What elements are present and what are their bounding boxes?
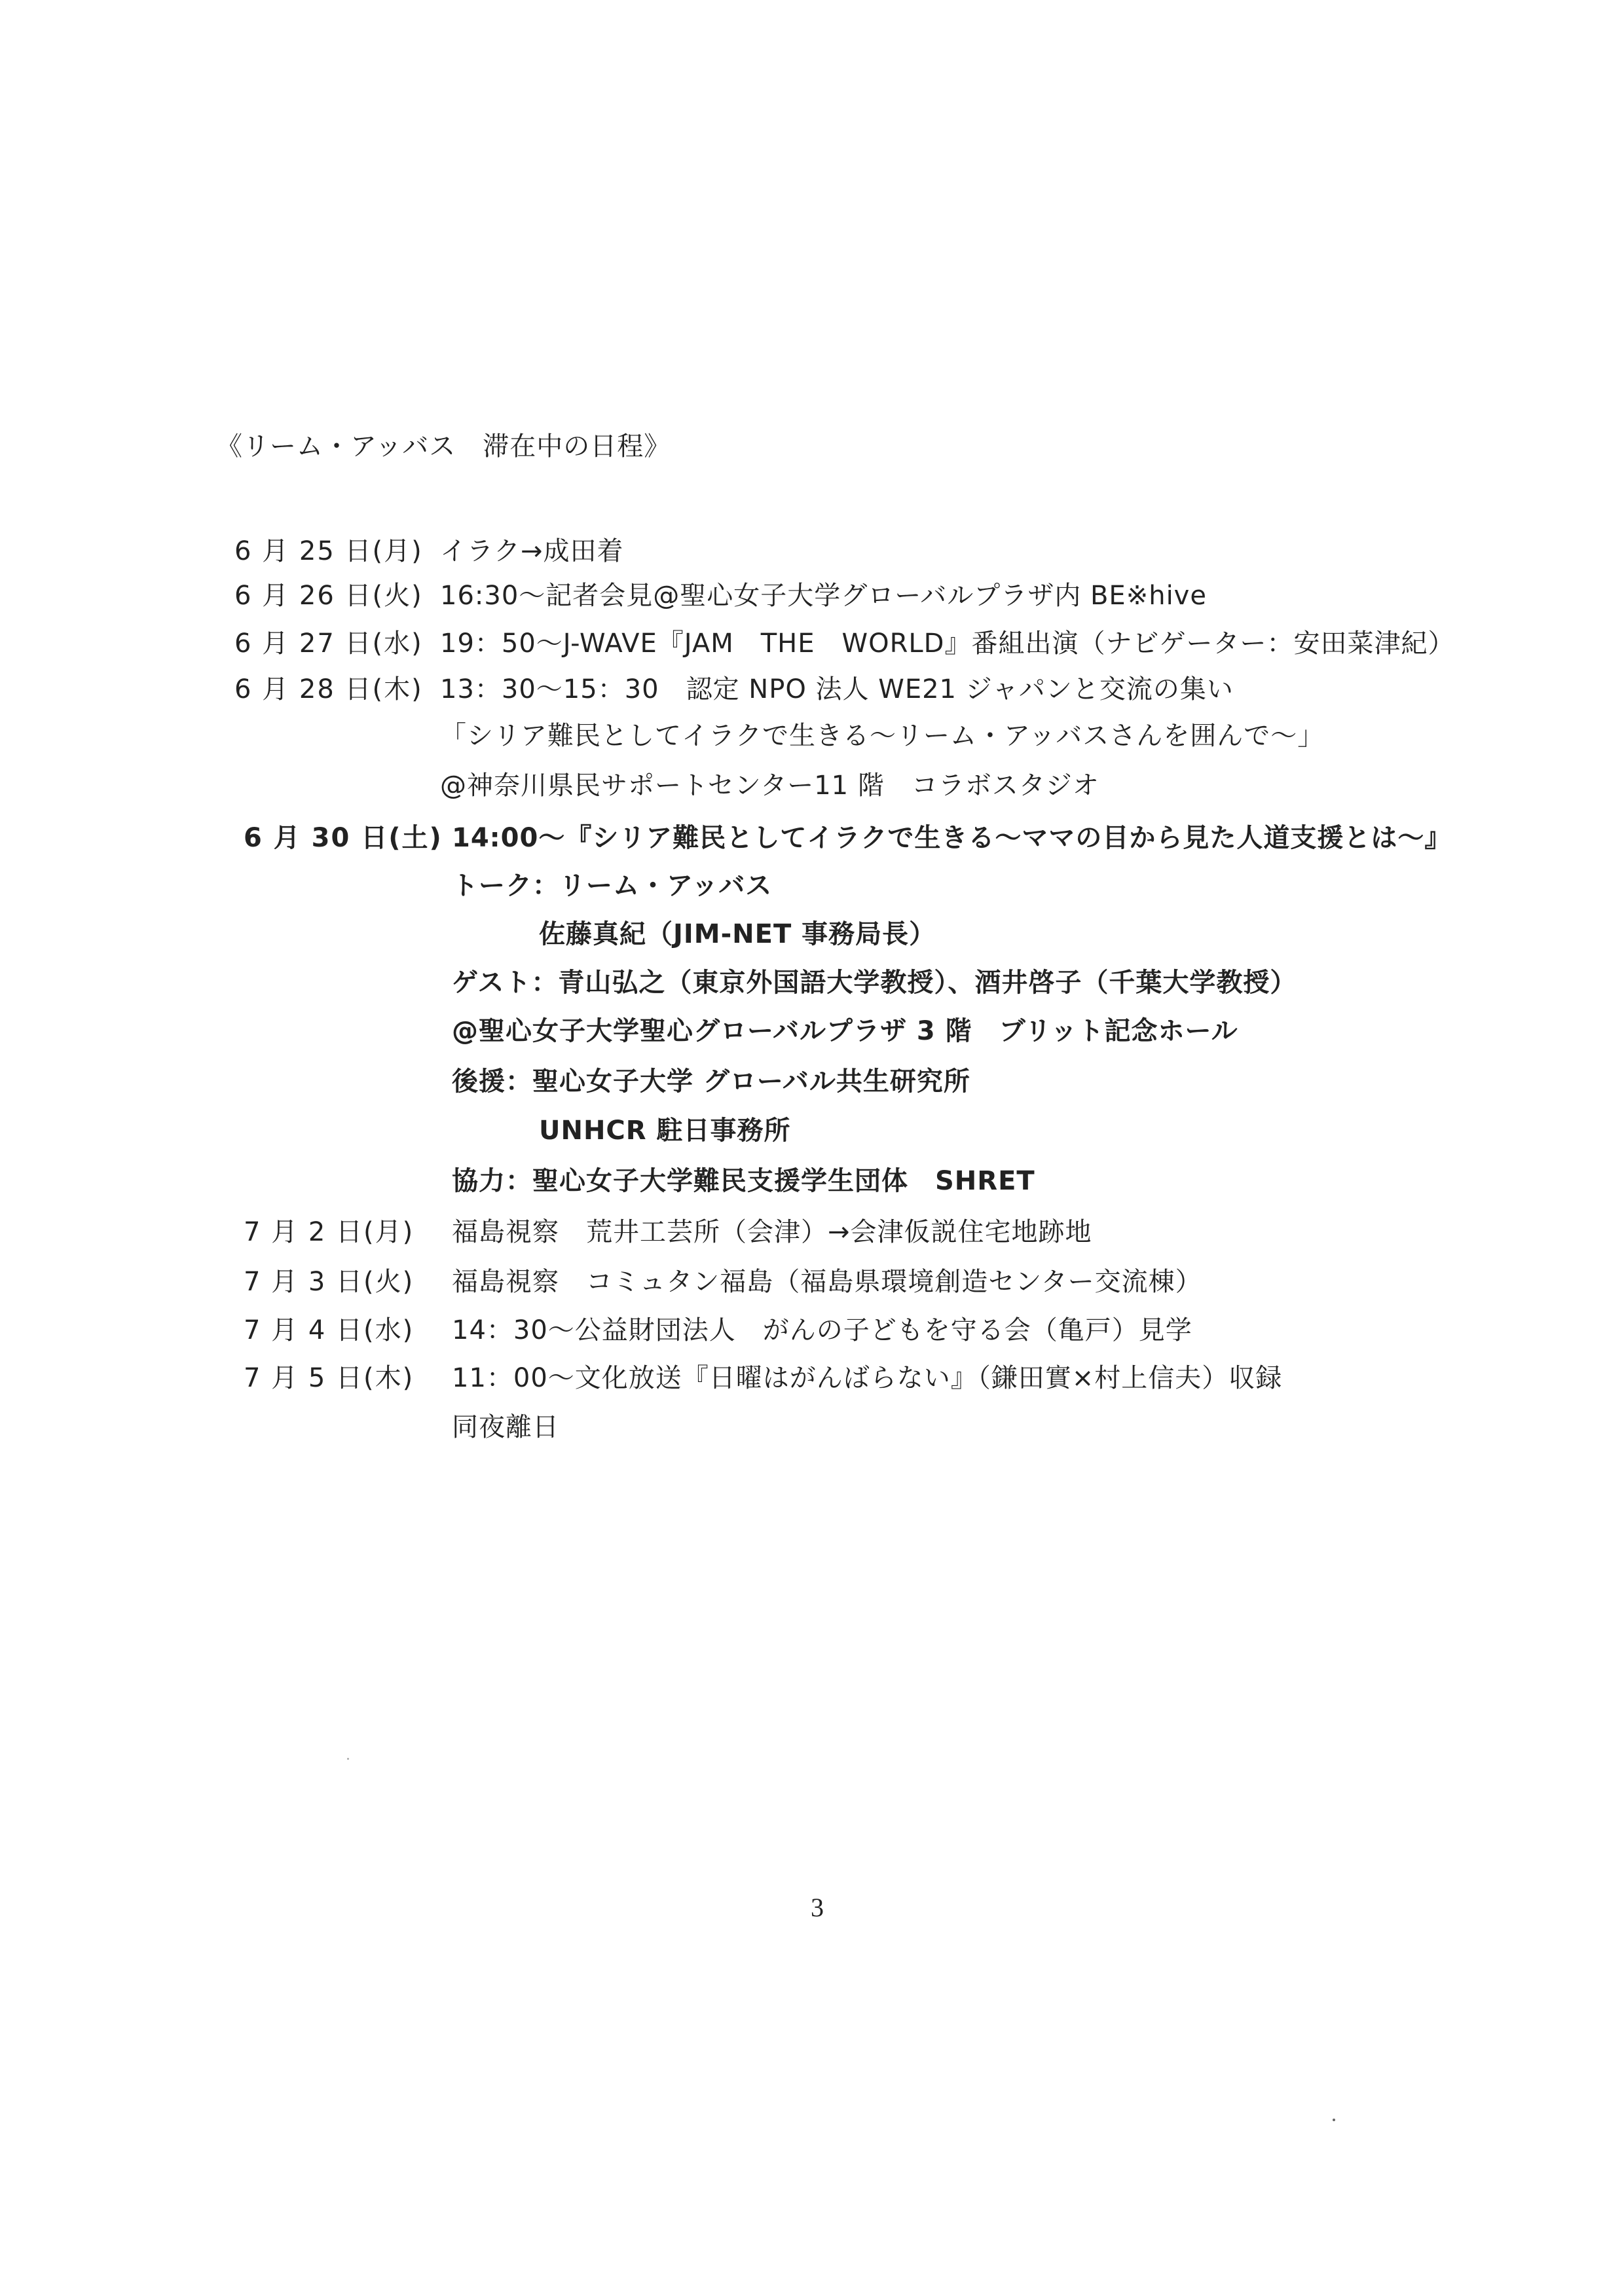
schedule-date: 7 月 5 日(木) bbox=[244, 1363, 415, 1393]
schedule-date: 6 月 26 日(火) bbox=[234, 581, 423, 611]
schedule-heading: 《リーム・アッバス 滞在中の日程》 bbox=[216, 431, 671, 462]
schedule-entry: 13：30～15：30 認定 NPO 法人 WE21 ジャパンと交流の集い bbox=[440, 674, 1234, 704]
schedule-entry: @神奈川県民サポートセンター11 階 コラボスタジオ bbox=[440, 771, 1099, 801]
schedule-entry: 後援：聖心女子大学 グローバル共生研究所 bbox=[452, 1066, 970, 1097]
schedule-entry: 同夜離日 bbox=[452, 1412, 559, 1442]
schedule-date: 7 月 3 日(火) bbox=[244, 1267, 415, 1297]
page-number: 3 bbox=[811, 1893, 824, 1922]
schedule-entry: イラク→成田着 bbox=[440, 536, 624, 566]
schedule-entry: 14:00～『シリア難民としてイラクで生きる～ママの目から見た人道支援とは～』 bbox=[452, 823, 1452, 853]
schedule-entry: 佐藤真紀（JIM-NET 事務局長） bbox=[539, 919, 936, 949]
schedule-date: 6 月 28 日(木) bbox=[234, 674, 423, 704]
schedule-entry: 福島視察 荒井工芸所（会津）→会津仮説住宅地跡地 bbox=[452, 1217, 1092, 1247]
schedule-date: 7 月 2 日(月) bbox=[244, 1217, 415, 1247]
schedule-entry: @聖心女子大学聖心グローバルプラザ 3 階 ブリット記念ホール bbox=[452, 1016, 1238, 1046]
scan-speck bbox=[1333, 2119, 1335, 2121]
schedule-entry: 14：30～公益財団法人 がんの子どもを守る会（亀戸）見学 bbox=[452, 1315, 1192, 1345]
schedule-entry: 福島視察 コミュタン福島（福島県環境創造センター交流棟） bbox=[452, 1267, 1202, 1297]
scan-speck bbox=[347, 1758, 349, 1760]
schedule-entry: 11：00～文化放送『日曜はがんばらない』（鎌田實×村上信夫）収録 bbox=[452, 1363, 1283, 1393]
schedule-date: 6 月 25 日(月) bbox=[234, 536, 423, 566]
schedule-date: 6 月 30 日(土) bbox=[244, 823, 443, 853]
schedule-entry: 19：50～J-WAVE『JAM THE WORLD』番組出演（ナビゲーター：安田菜津紀） bbox=[440, 629, 1455, 659]
schedule-date: 7 月 4 日(水) bbox=[244, 1315, 415, 1345]
schedule-entry: ゲスト：青山弘之（東京外国語大学教授）、酒井啓子（千葉大学教授） bbox=[452, 968, 1297, 998]
schedule-entry: 協力：聖心女子大学難民支援学生団体 SHRET bbox=[452, 1166, 1035, 1196]
schedule-date: 6 月 27 日(水) bbox=[234, 629, 423, 659]
schedule-entry: 「シリア難民としてイラクで生きる～リーム・アッバスさんを囲んで～」 bbox=[440, 721, 1325, 751]
schedule-entry: 16:30～記者会見@聖心女子大学グローバルプラザ内 BE※hive bbox=[440, 581, 1207, 611]
schedule-entry: トーク：リーム・アッバス bbox=[452, 871, 773, 901]
schedule-entry: UNHCR 駐日事務所 bbox=[539, 1116, 791, 1146]
